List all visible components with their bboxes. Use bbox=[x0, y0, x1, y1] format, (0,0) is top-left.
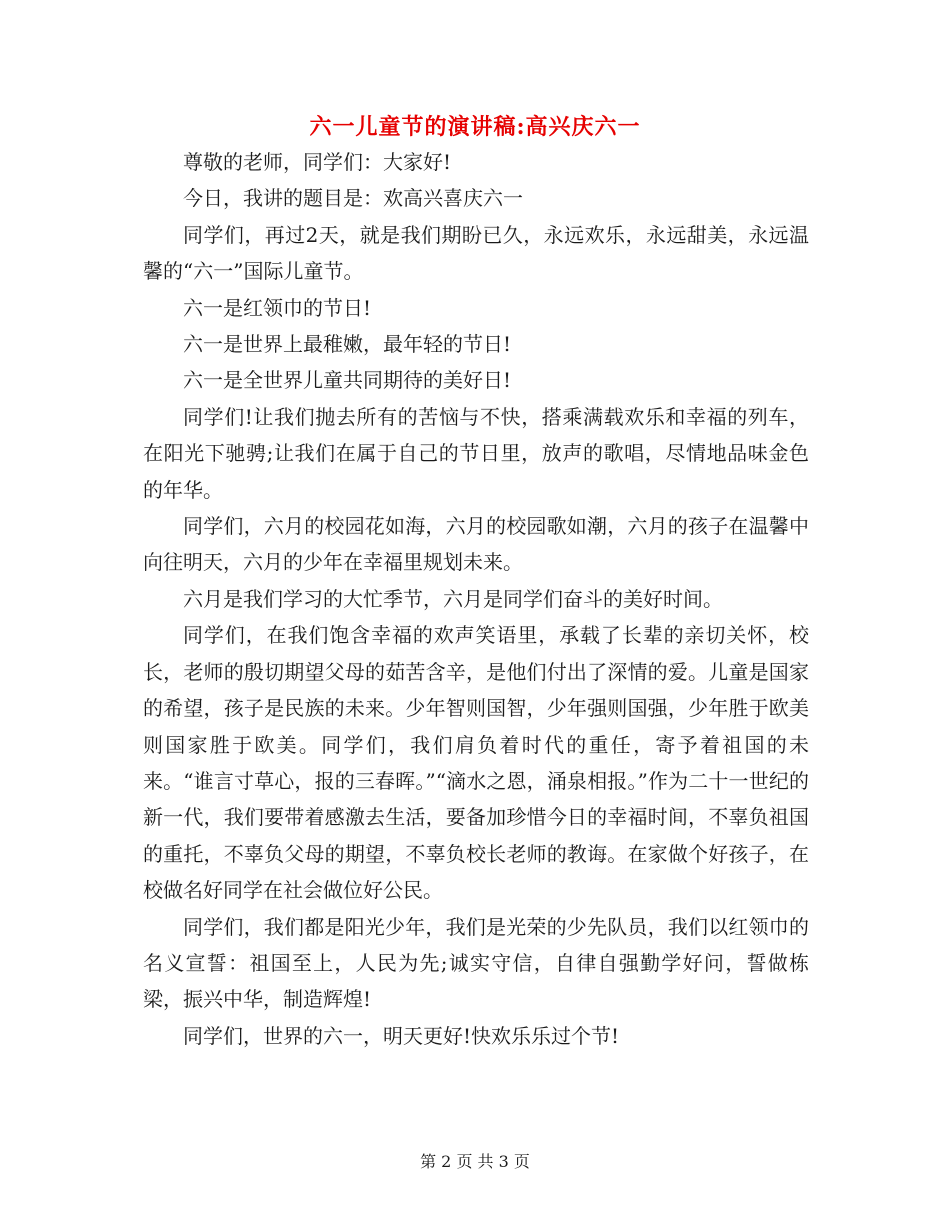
document-title: 六一儿童节的演讲稿:高兴庆六一 bbox=[309, 114, 641, 140]
page-number-footer: 第 2 页 共 3 页 bbox=[420, 1152, 530, 1171]
paragraph-intro: 同学们，再过2天，就是我们期盼已久，永远欢乐，永远甜美，永远温馨的“六一”国际儿童节。 bbox=[143, 222, 809, 284]
paragraph-gratitude: 同学们，在我们饱含幸福的欢声笑语里，承载了长辈的亲切关怀，校长，老师的殷切期望父母的茹苦含辛，是他们付出了深情的爱。儿童是国家的希望，孩子是民族的未来。少年智则国智，少年强则国强，少年胜于欧美则国家胜于欧美。同学们，我们肩负着时代的重任，寄予着祖国的未来。“谁言寸草心，报的三春晖。”“滴水之恩，涌泉相报。”作为二十一世纪的新一代，我们要带着感激去生活，要备加珍惜今日的幸福时间，不辜负祖国的重托，不辜负父母的期望，不辜负校长老师的教诲。在家做个好孩子，在校做名好同学在社会做位好公民。 bbox=[143, 623, 809, 903]
paragraph-closing: 同学们，世界的六一，明天更好!快欢乐乐过个节! bbox=[183, 1023, 620, 1048]
paragraph-season: 六月是我们学习的大忙季节，六月是同学们奋斗的美好时间。 bbox=[183, 586, 723, 611]
paragraph-greeting: 尊敬的老师，同学们：大家好! bbox=[183, 150, 452, 174]
paragraph-journey: 同学们!让我们抛去所有的苦恼与不快，搭乘满载欢乐和幸福的列车，在阳光下驰骋;让我们在属于自己的节日里，放声的歌唱，尽情地品味金色的年华。 bbox=[143, 404, 809, 502]
paragraph-line-2: 六一是世界上最稚嫩，最年轻的节日! bbox=[183, 332, 512, 357]
paragraph-line-3: 六一是全世界儿童共同期待的美好日! bbox=[183, 368, 512, 393]
paragraph-topic: 今日，我讲的题目是：欢高兴喜庆六一 bbox=[183, 186, 523, 211]
paragraph-line-1: 六一是红领巾的节日! bbox=[183, 295, 372, 320]
document-body bbox=[143, 144, 809, 1054]
paragraph-june: 同学们，六月的校园花如海，六月的校园歌如潮，六月的孩子在温馨中向往明天，六月的少年在幸福里规划未来。 bbox=[143, 514, 809, 575]
paragraph-pledge: 同学们，我们都是阳光少年，我们是光荣的少先队员，我们以红领巾的名义宣誓：祖国至上，人民为先;诚实守信，自律自强勤学好问，誓做栋梁，振兴中华，制造辉煌! bbox=[143, 914, 809, 1012]
